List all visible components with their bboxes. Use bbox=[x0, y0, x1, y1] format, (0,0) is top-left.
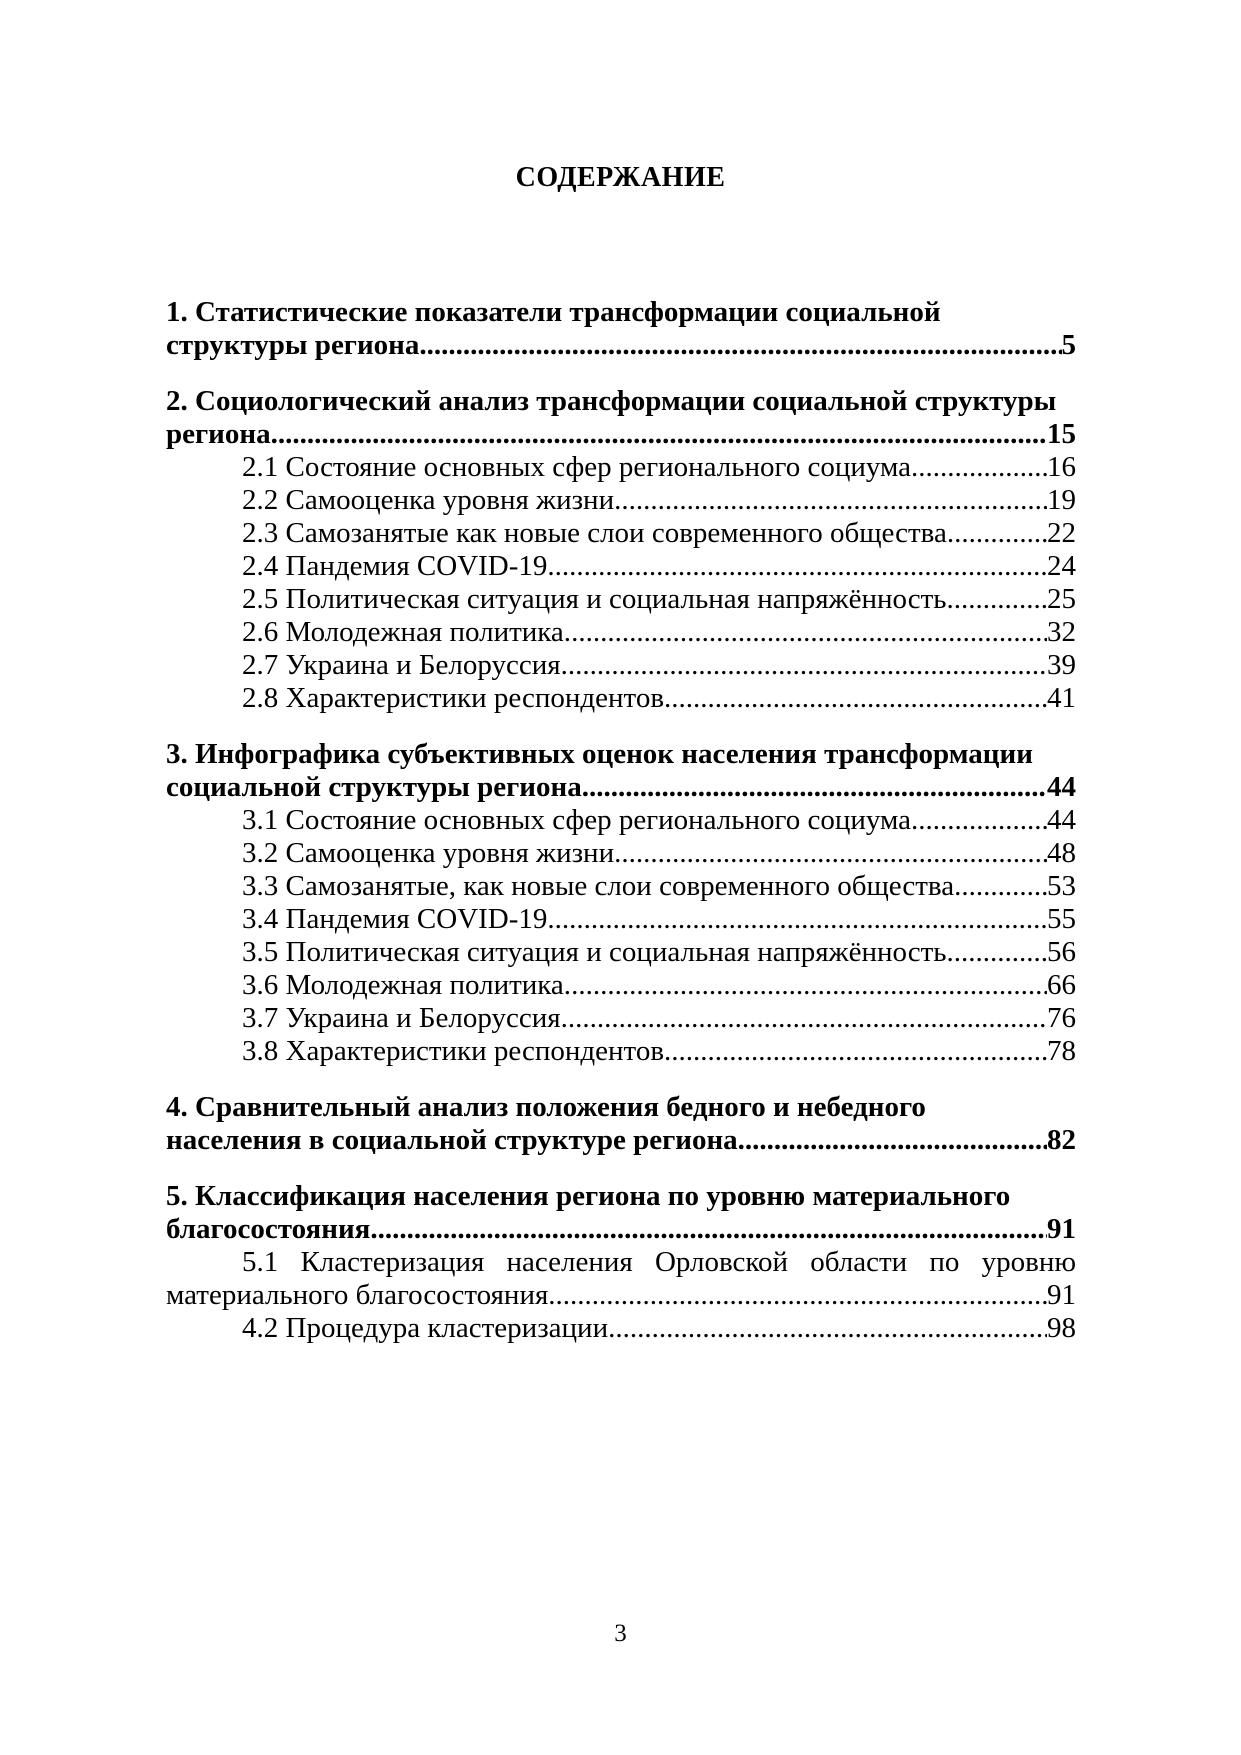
toc-item-3-1[interactable] bbox=[166, 804, 1076, 837]
page-ref: 66 bbox=[1047, 969, 1076, 1001]
section-2-heading: 2. Социологический анализ трансформации социальной структуры bbox=[166, 385, 1057, 417]
entry-text: социальной структуры региона. bbox=[166, 771, 589, 803]
entry-text: 3.4 Пандемия COVID-19. bbox=[242, 903, 555, 935]
entry-text: 3.7 Украина и Белоруссия. bbox=[242, 1002, 568, 1034]
section-1-heading: 1. Статистические показатели трансформации социальной bbox=[166, 296, 941, 328]
page-ref: 15 bbox=[1047, 418, 1076, 450]
entry-text: 2.1 Состояние основных сфер регионального социума. bbox=[242, 451, 919, 483]
dot-leader bbox=[608, 1312, 1047, 1345]
toc-section-3 bbox=[166, 738, 1076, 1068]
toc-item-3-7[interactable] bbox=[166, 1002, 1076, 1035]
toc-item-5-1-line1: 5.1 Кластеризация населения Орловской области по уровню bbox=[242, 1246, 1076, 1278]
table-of-contents bbox=[166, 296, 1076, 1368]
section-3-heading: 3. Инфографика субъективных оценок населения трансформации bbox=[166, 738, 1033, 770]
page-ref: 91 bbox=[1047, 1213, 1076, 1245]
toc-item-2-3[interactable] bbox=[166, 517, 1076, 550]
entry-text: 2.5 Политическая ситуация и социальная напряжённость. bbox=[242, 583, 954, 615]
toc-title: СОДЕРЖАНИЕ bbox=[515, 162, 726, 193]
toc-item-2-6[interactable] bbox=[166, 616, 1076, 649]
toc-section-4 bbox=[166, 1091, 1076, 1157]
page-ref: 24 bbox=[1047, 550, 1076, 582]
dot-leader bbox=[427, 329, 1062, 362]
toc-item-3-6[interactable] bbox=[166, 969, 1076, 1002]
dot-leader bbox=[555, 903, 1047, 936]
section-1-entry[interactable] bbox=[166, 329, 1076, 362]
entry-text: структуры региона. bbox=[166, 329, 427, 361]
toc-item-2-8[interactable] bbox=[166, 682, 1076, 715]
dot-leader bbox=[671, 1035, 1047, 1068]
page-ref: 41 bbox=[1047, 682, 1076, 714]
entry-text: 3.1 Состояние основных сфер регионального социума. bbox=[242, 804, 919, 836]
dot-leader bbox=[671, 682, 1047, 715]
toc-item-5-1[interactable] bbox=[166, 1279, 1076, 1312]
page-ref: 44 bbox=[1047, 771, 1076, 803]
section-5-heading: 5. Классификация населения региона по уровню материального bbox=[166, 1180, 1011, 1212]
entry-text: благосостояния. bbox=[166, 1213, 378, 1245]
dot-leader bbox=[556, 1279, 1047, 1312]
page-ref: 76 bbox=[1047, 1002, 1076, 1034]
page-ref: 48 bbox=[1047, 837, 1076, 869]
page-ref: 39 bbox=[1047, 649, 1076, 681]
toc-item-3-3[interactable] bbox=[166, 870, 1076, 903]
dot-leader bbox=[568, 1002, 1047, 1035]
entry-text: материального благосостояния. bbox=[166, 1279, 556, 1311]
toc-item-3-4[interactable] bbox=[166, 903, 1076, 936]
dot-leader bbox=[954, 583, 1047, 616]
toc-item-2-1[interactable] bbox=[166, 451, 1076, 484]
page-ref: 25 bbox=[1047, 583, 1076, 615]
page-ref: 82 bbox=[1047, 1124, 1076, 1156]
entry-text: 2.4 Пандемия COVID-19. bbox=[242, 550, 555, 582]
toc-item-2-2[interactable] bbox=[166, 484, 1076, 517]
page-ref: 55 bbox=[1047, 903, 1076, 935]
dot-leader bbox=[555, 550, 1047, 583]
toc-item-3-2[interactable] bbox=[166, 837, 1076, 870]
page-ref: 32 bbox=[1047, 616, 1076, 648]
entry-text: населения в социальной структуре региона. bbox=[166, 1124, 745, 1156]
toc-section-5 bbox=[166, 1180, 1076, 1345]
section-2-entry[interactable] bbox=[166, 418, 1076, 451]
entry-text: 3.3 Самозанятые, как новые слои современного общества bbox=[242, 870, 955, 902]
entry-text: 2.8 Характеристики респондентов. bbox=[242, 682, 672, 714]
dot-leader bbox=[954, 936, 1047, 969]
toc-section-2 bbox=[166, 385, 1076, 715]
entry-text: 4.2 Процедура кластеризации bbox=[242, 1312, 609, 1344]
dot-leader bbox=[571, 616, 1047, 649]
dot-leader bbox=[954, 870, 1047, 903]
page-ref: 5 bbox=[1061, 329, 1076, 361]
dot-leader bbox=[589, 771, 1047, 804]
page-ref: 56 bbox=[1047, 936, 1076, 968]
dot-leader bbox=[621, 837, 1047, 870]
dot-leader bbox=[918, 451, 1047, 484]
entry-text: 2.2 Самооценка уровня жизни. bbox=[242, 484, 622, 516]
page-ref: 44 bbox=[1047, 804, 1076, 836]
toc-item-3-8[interactable] bbox=[166, 1035, 1076, 1068]
page-ref: 19 bbox=[1047, 484, 1076, 516]
dot-leader bbox=[954, 517, 1047, 550]
dot-leader bbox=[745, 1124, 1047, 1157]
page-ref: 53 bbox=[1047, 870, 1076, 902]
dot-leader bbox=[568, 649, 1047, 682]
entry-text: региона. bbox=[166, 418, 278, 450]
toc-item-4-2[interactable] bbox=[166, 1312, 1076, 1345]
toc-item-2-7[interactable] bbox=[166, 649, 1076, 682]
dot-leader bbox=[918, 804, 1047, 837]
page-ref: 16 bbox=[1047, 451, 1076, 483]
entry-text: 3.8 Характеристики респондентов. bbox=[242, 1035, 672, 1067]
toc-item-2-5[interactable] bbox=[166, 583, 1076, 616]
entry-text: 3.2 Самооценка уровня жизни. bbox=[242, 837, 622, 869]
entry-text: 3.5 Политическая ситуация и социальная напряжённость. bbox=[242, 936, 954, 968]
toc-item-3-5[interactable] bbox=[166, 936, 1076, 969]
toc-item-2-4[interactable] bbox=[166, 550, 1076, 583]
section-5-entry[interactable] bbox=[166, 1213, 1076, 1246]
dot-leader bbox=[378, 1213, 1047, 1246]
page-ref: 91 bbox=[1047, 1279, 1076, 1311]
page-number: 3 bbox=[614, 1620, 627, 1647]
entry-text: 2.6 Молодежная политика. bbox=[242, 616, 572, 648]
dot-leader bbox=[571, 969, 1047, 1002]
entry-text: 2.7 Украина и Белоруссия. bbox=[242, 649, 568, 681]
entry-text: 2.3 Самозанятые как новые слои современного общества. bbox=[242, 517, 955, 549]
dot-leader bbox=[278, 418, 1047, 451]
section-4-heading: 4. Сравнительный анализ положения бедного и небедного bbox=[166, 1091, 926, 1123]
toc-section-1 bbox=[166, 296, 1076, 362]
section-3-entry[interactable] bbox=[166, 771, 1076, 804]
page-ref: 98 bbox=[1047, 1312, 1076, 1344]
page-ref: 78 bbox=[1047, 1035, 1076, 1067]
entry-text: 3.6 Молодежная политика. bbox=[242, 969, 572, 1001]
section-4-entry[interactable] bbox=[166, 1124, 1076, 1157]
dot-leader bbox=[621, 484, 1047, 517]
page-ref: 22 bbox=[1047, 517, 1076, 549]
